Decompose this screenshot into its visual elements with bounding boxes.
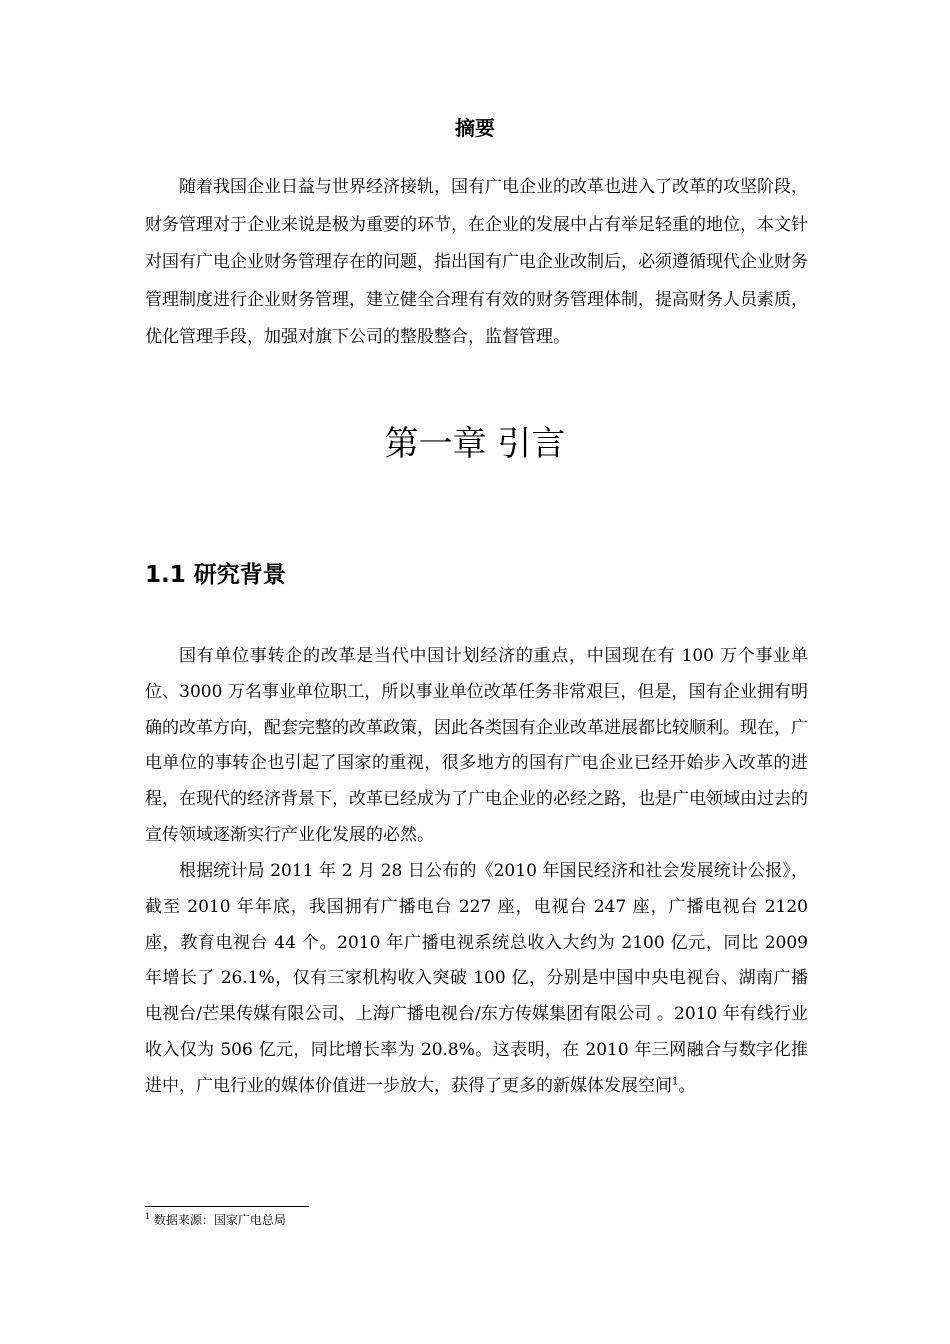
body-paragraph: 国有单位事转企的改革是当代中国计划经济的重点，中国现在有 100 万个事业单位、3000 万名事业单位职工，所以事业单位改革任务非常艰巨，但是，国有企业拥有明确的改革方向，配套完整的改革政策，因此各类国有企业改革进展都比较顺利。现在，广电单位的事转企也引起了国家的重视，很多地方的国有广电企业已经开始步入改革的进程，在现代的经济背景下，改革已经成为了广电企业的必经之路，也是广电领域由过去的宣传领域逐渐实行产业化发展的必然。 <box>145 646 808 845</box>
footnote <box>145 1211 286 1229</box>
paragraph-end-punctuation: 。 <box>678 1075 696 1096</box>
abstract-title: 摘要 <box>455 116 495 140</box>
section-title: 1.1 研究背景 <box>145 562 286 588</box>
footnote-separator <box>145 1206 309 1207</box>
body-paragraph-with-footnote <box>145 854 808 1105</box>
footnote-reference[interactable]: 1 <box>672 1076 679 1088</box>
footnote-text: 数据来源：国家广电总局 <box>153 1213 286 1227</box>
abstract-paragraph: 随着我国企业日益与世界经济接轨，国有广电企业的改革也进入了改革的攻坚阶段，财务管理对于企业来说是极为重要的环节，在企业的发展中占有举足轻重的地位，本文针对国有广电企业财务管理存在的问题，指出国有广电企业改制后，必须遵循现代企业财务管理制度进行企业财务管理，建立健全合理有有效的财务管理体制，提高财务人员素质，优化管理手段，加强对旗下公司的整股整合，监督管理。 <box>145 177 808 347</box>
body-paragraph-text: 根据统计局 2011 年 2 月 28 日公布的《2010 年国民经济和社会发展统计公报》，截至 2010 年年底，我国拥有广播电台 227 座，电视台 247 座，广播电视台 2120 座，教育电视台 44 个。2010 年广播电视系统总收入大约为 2100 亿元，同比 2009 年增长了 26.1%，仅有三家机构收入突破 100 亿，分别是中国中央电视台、湖南广播电视台/芒果传媒有限公司、上海广播电视台/东方传媒集团有限公司 。2010 年有线行业收入仅为 506 亿元，同比增长率为 20.8%。这表明，在 2010 年三网融合与数字化推进中，广电行业的媒体价值进一步放大，获得了更多的新媒体发展空间 <box>145 861 808 1096</box>
footnote-mark: 1 <box>145 1212 151 1221</box>
chapter-title: 第一章 引言 <box>384 424 566 464</box>
